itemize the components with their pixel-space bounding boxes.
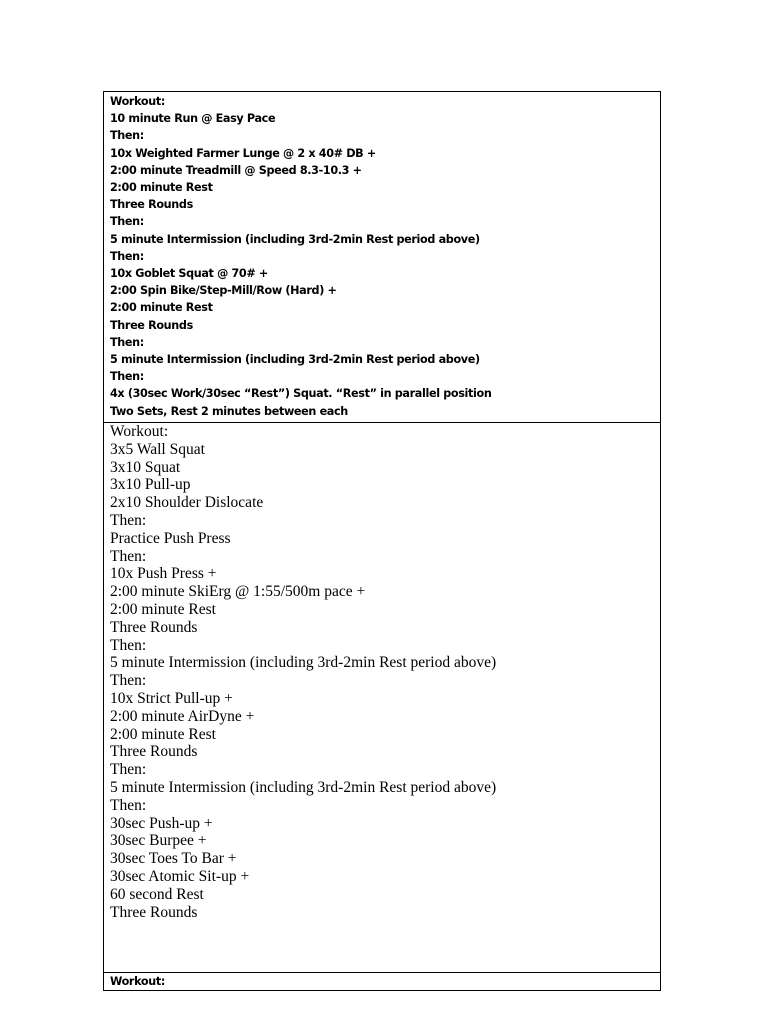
workout-line: 10x Weighted Farmer Lunge @ 2 x 40# DB +	[110, 146, 376, 160]
workout-line: Then:	[110, 129, 144, 143]
workout-line: 30sec Toes To Bar +	[110, 850, 237, 868]
workout-line: Then:	[110, 796, 147, 814]
workout-line: 2x10 Shoulder Dislocate	[110, 494, 264, 512]
workout-line: Two Sets, Rest 2 minutes between each	[110, 404, 348, 418]
workout-line: 2:00 minute Rest	[110, 725, 216, 743]
workout-line: 5 minute Intermission (including 3rd-2min Rest period above)	[110, 778, 497, 796]
workout-line: 2:00 minute AirDyne +	[110, 707, 255, 725]
workout-line: Workout:	[110, 423, 169, 440]
workout-line: 3x10 Squat	[110, 458, 181, 476]
workout-line: 2:00 Spin Bike/Step-Mill/Row (Hard) +	[110, 284, 337, 298]
workout-line: 10 minute Run @ Easy Pace	[110, 112, 276, 126]
workout-line: 2:00 minute Rest	[110, 600, 216, 618]
workout-table	[103, 91, 661, 991]
workout-line: 10x Strict Pull-up +	[110, 689, 233, 707]
workout-line: 10x Goblet Squat @ 70# +	[110, 267, 268, 281]
workout-line: Then:	[110, 370, 144, 384]
workout-line: 60 second Rest	[110, 885, 204, 903]
workout-line: Then:	[110, 215, 144, 229]
workout-line: Then:	[110, 547, 147, 565]
workout-line: 2:00 minute Rest	[110, 181, 213, 195]
workout-line: Three Rounds	[110, 618, 198, 636]
workout-line: Workout:	[110, 975, 165, 988]
workout-line: Practice Push Press	[110, 529, 231, 547]
workout-line: 5 minute Intermission (including 3rd-2min Rest period above)	[110, 353, 480, 367]
workout-line: 30sec Burpee +	[110, 832, 207, 850]
workout-line: 3x10 Pull-up	[110, 476, 191, 494]
workout-cell-3	[104, 973, 661, 991]
workout-line: Then:	[110, 335, 144, 349]
workout-line: 30sec Push-up +	[110, 814, 213, 832]
workout-line: Three Rounds	[110, 903, 198, 921]
workout-line: 10x Push Press +	[110, 565, 217, 583]
workout-line: 30sec Atomic Sit-up +	[110, 867, 250, 885]
workout-line: Then:	[110, 761, 147, 779]
workout-line: Three Rounds	[110, 743, 198, 761]
workout-line: Then:	[110, 511, 147, 529]
workout-line: 2:00 minute Rest	[110, 301, 213, 315]
table-row	[104, 423, 661, 973]
workout-line: Then:	[110, 636, 147, 654]
workout-cell-2	[104, 423, 661, 973]
workout-line: Three Rounds	[110, 318, 193, 332]
workout-cell-1	[104, 92, 661, 423]
workout-line: 2:00 minute Treadmill @ Speed 8.3-10.3 +	[110, 163, 362, 177]
workout-line: Then:	[110, 249, 144, 263]
workout-line: Then:	[110, 672, 147, 690]
workout-line: 5 minute Intermission (including 3rd-2min Rest period above)	[110, 654, 497, 672]
table-row	[104, 973, 661, 991]
workout-line: Workout:	[110, 95, 165, 108]
workout-line: 5 minute Intermission (including 3rd-2min Rest period above)	[110, 232, 480, 246]
workout-line: 3x5 Wall Squat	[110, 440, 205, 458]
workout-line: 2:00 minute SkiErg @ 1:55/500m pace +	[110, 583, 366, 601]
table-row	[104, 92, 661, 423]
workout-line: 4x (30sec Work/30sec “Rest”) Squat. “Rest” in parallel position	[110, 387, 492, 401]
workout-line: Three Rounds	[110, 198, 193, 212]
